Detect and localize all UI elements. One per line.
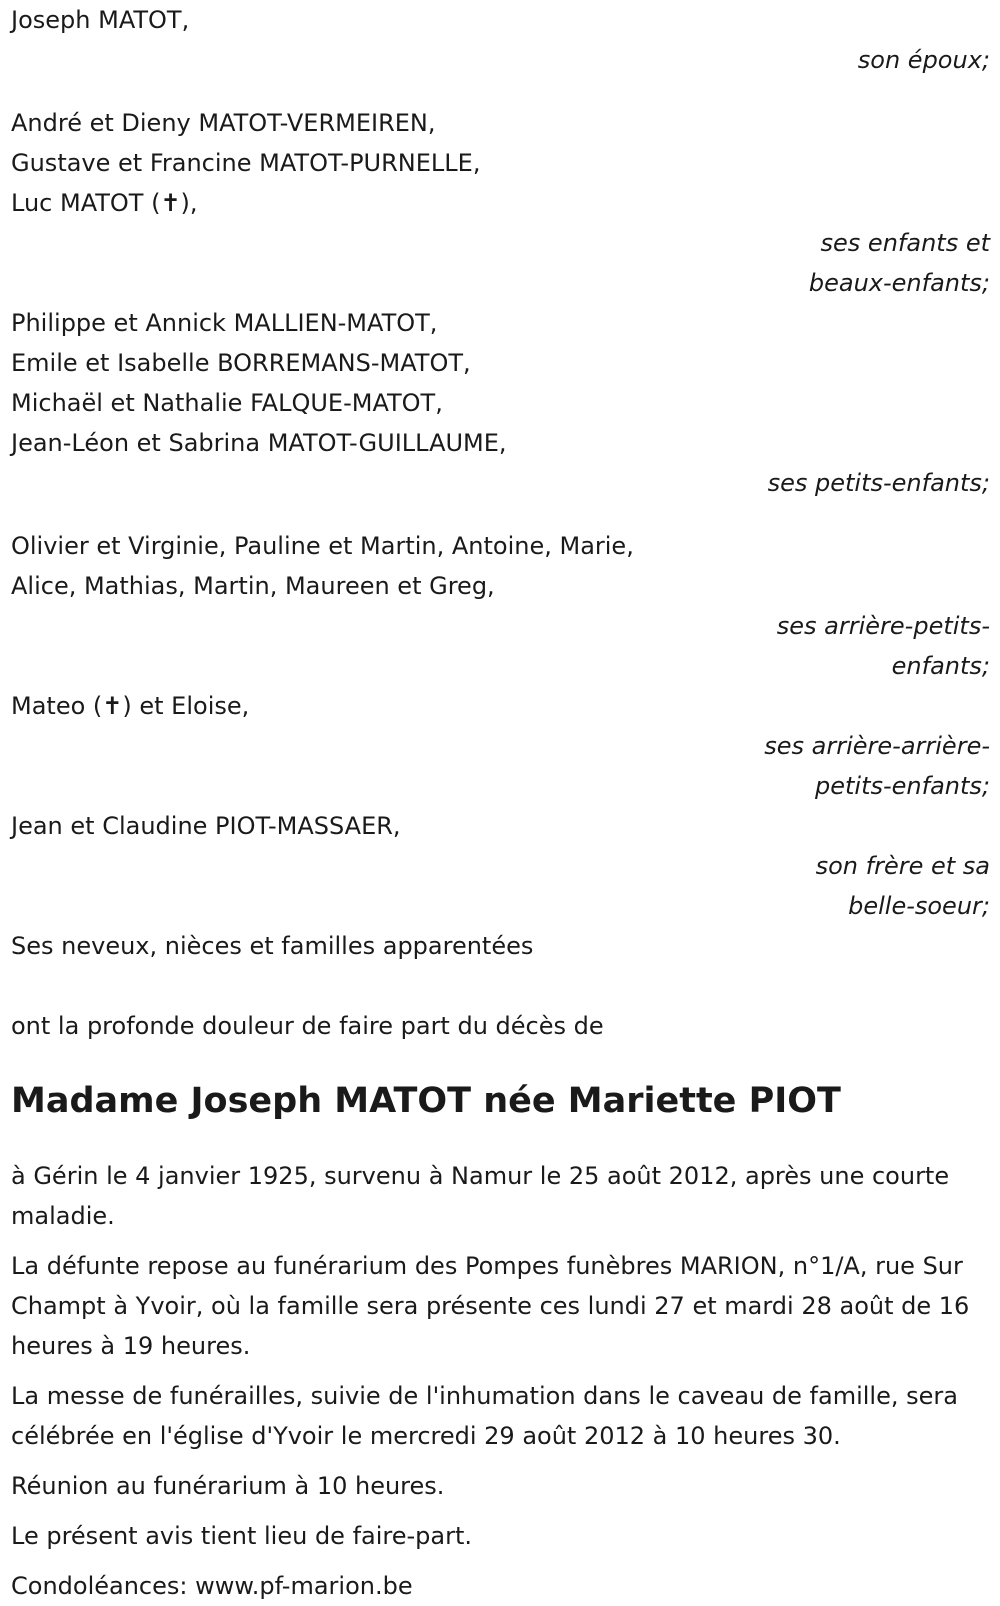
announcement-text: ont la profonde douleur de faire part du décès de <box>11 1012 604 1040</box>
child-name: Gustave et Francine MATOT-PURNELLE, <box>11 149 481 177</box>
details-section <box>11 1156 990 1606</box>
great-great-grandchildren-relation-line-2: petits-enfants; <box>815 772 990 800</box>
great-great-grandchildren-block <box>11 686 990 806</box>
grandchild-name: Emile et Isabelle BORREMANS-MATOT, <box>11 349 471 377</box>
child-name: André et Dieny MATOT-VERMEIREN, <box>11 109 436 137</box>
condolences-paragraph: Condoléances: www.pf-marion.be <box>11 1572 413 1600</box>
great-great-grandchild-names: Mateo (✝) et Eloise, <box>11 692 250 720</box>
sibling-block <box>11 806 990 926</box>
funerarium-paragraph: La défunte repose au funérarium des Pompes funèbres MARION, n°1/A, rue Sur Champt à Yvoir, où la famille sera présente ces lundi 27 et mardi 28 août de 16 heures à 19 heures. <box>11 1252 970 1360</box>
sibling-relation-line-1: son frère et sa <box>815 852 990 880</box>
grandchild-name: Michaël et Nathalie FALQUE-MATOT, <box>11 389 443 417</box>
birth-death-paragraph: à Gérin le 4 janvier 1925, survenu à Namur le 25 août 2012, après une courte maladie. <box>11 1162 950 1230</box>
grandchildren-block <box>11 303 990 503</box>
great-grandchild-names: Alice, Mathias, Martin, Maureen et Greg, <box>11 572 495 600</box>
spouse-block <box>11 0 990 80</box>
children-relation-line-2: beaux-enfants; <box>808 269 990 297</box>
notice-paragraph: Le présent avis tient lieu de faire-part. <box>11 1522 473 1550</box>
great-great-grandchildren-relation-line-1: ses arrière-arrière- <box>764 732 990 760</box>
relatives-line: Ses neveux, nièces et familles apparentées <box>11 932 534 960</box>
sibling-relation-line-2: belle-soeur; <box>848 892 990 920</box>
child-name: Luc MATOT (✝), <box>11 189 198 217</box>
spouse-name: Joseph MATOT, <box>11 6 190 34</box>
grandchild-name: Jean-Léon et Sabrina MATOT-GUILLAUME, <box>11 429 507 457</box>
great-grandchildren-relation-line-1: ses arrière-petits- <box>776 612 990 640</box>
sibling-names: Jean et Claudine PIOT-MASSAER, <box>11 812 401 840</box>
deceased-name-heading: Madame Joseph MATOT née Mariette PIOT <box>11 1081 841 1121</box>
grandchild-name: Philippe et Annick MALLIEN-MATOT, <box>11 309 438 337</box>
meeting-paragraph: Réunion au funérarium à 10 heures. <box>11 1472 445 1500</box>
funeral-mass-paragraph: La messe de funérailles, suivie de l'inhumation dans le caveau de famille, sera célébrée en l'église d'Yvoir le mercredi 29 août 2012 à 10 heures 30. <box>11 1382 958 1450</box>
children-relation-line-1: ses enfants et <box>820 229 990 257</box>
grandchildren-relation: ses petits-enfants; <box>767 469 990 497</box>
spouse-relation: son époux; <box>857 46 990 74</box>
great-grandchild-names: Olivier et Virginie, Pauline et Martin, Antoine, Marie, <box>11 532 634 560</box>
great-grandchildren-block <box>11 526 990 686</box>
great-grandchildren-relation-line-2: enfants; <box>891 652 990 680</box>
children-block <box>11 103 990 303</box>
